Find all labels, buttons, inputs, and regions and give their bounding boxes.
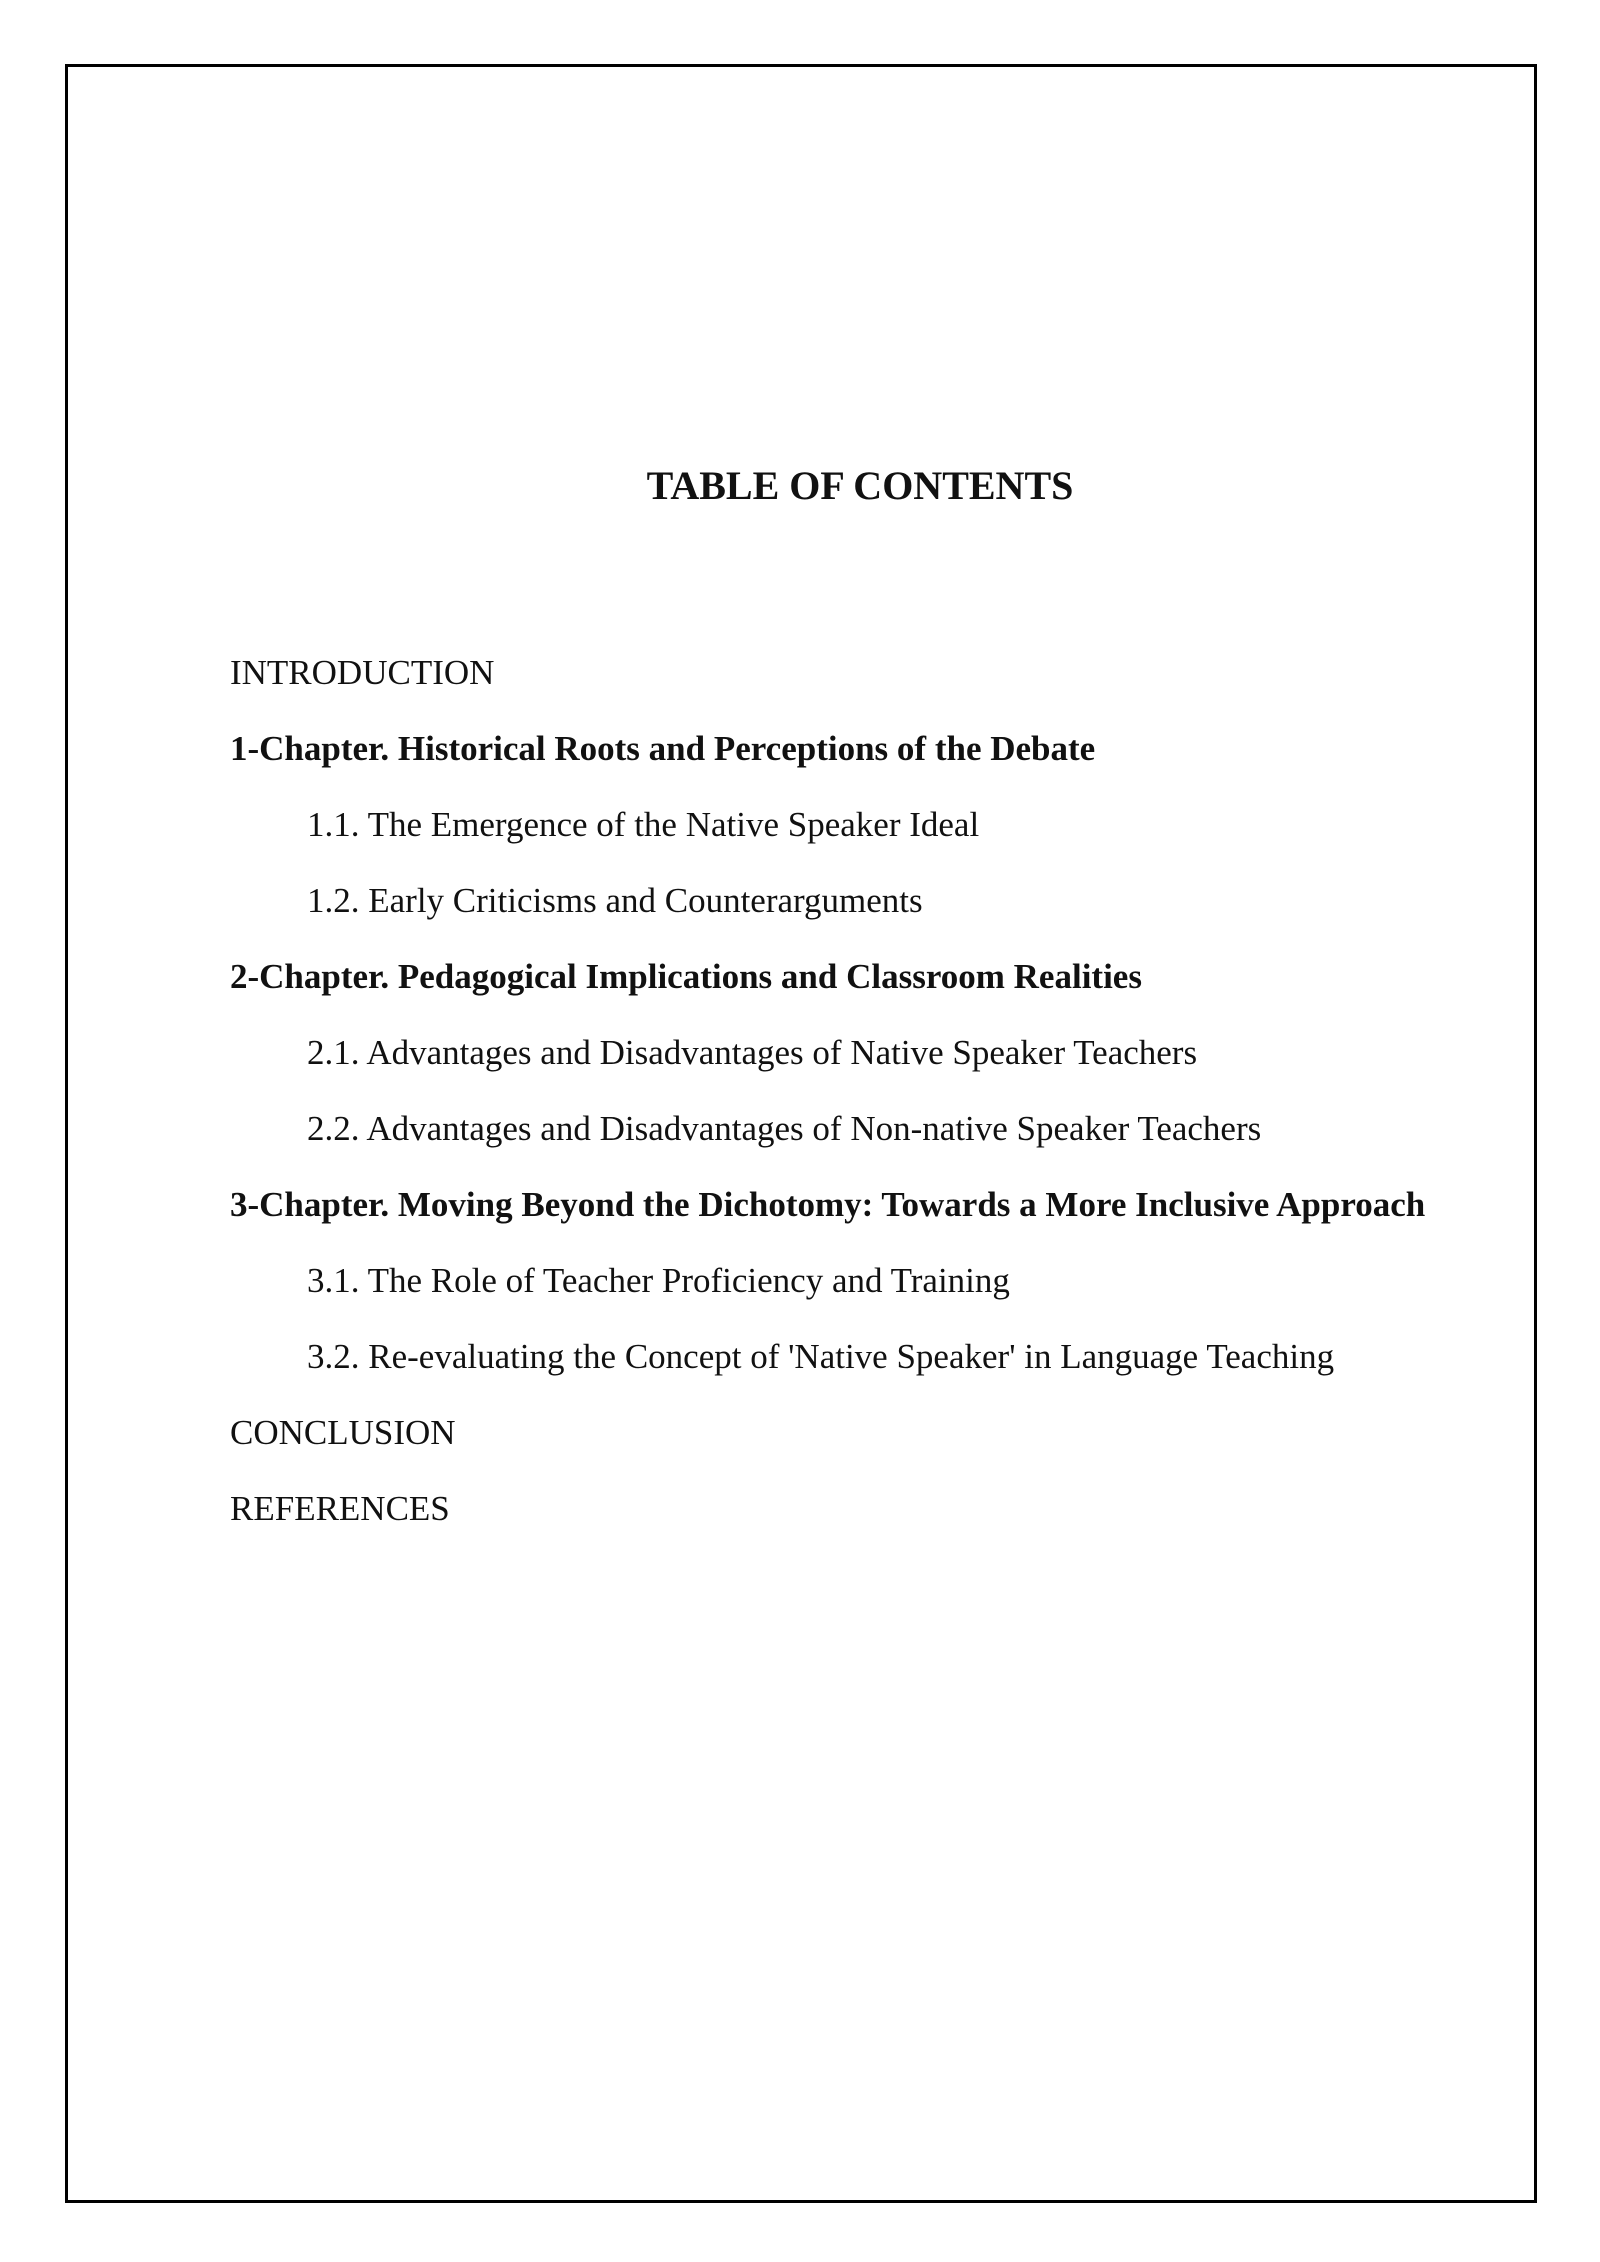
toc-list [230,640,1460,1552]
toc-entry-chapter-3: 3-Chapter. Moving Beyond the Dichotomy: Towards a More Inclusive Approach [230,1185,1426,1224]
page-title: TABLE OF CONTENTS [646,463,1074,508]
toc-entry-section-2-1: 2.1. Advantages and Disadvantages of Native Speaker Teachers [307,1033,1198,1072]
toc-entry-section-1-1: 1.1. The Emergence of the Native Speaker Ideal [307,805,980,844]
toc-entry-introduction: INTRODUCTION [230,653,495,692]
toc-entry-chapter-1: 1-Chapter. Historical Roots and Perceptions of the Debate [230,729,1096,768]
toc-entry-section-3-1: 3.1. The Role of Teacher Proficiency and Training [307,1261,1010,1300]
toc-entry-section-2-2: 2.2. Advantages and Disadvantages of Non-native Speaker Teachers [307,1109,1262,1148]
toc-entry-conclusion: CONCLUSION [230,1413,456,1452]
toc-entry-section-1-2: 1.2. Early Criticisms and Counterarguments [307,881,923,920]
toc-entry-section-3-2: 3.2. Re-evaluating the Concept of 'Native Speaker' in Language Teaching [307,1337,1335,1376]
toc-entry-references: REFERENCES [230,1489,450,1528]
toc-entry-chapter-2: 2-Chapter. Pedagogical Implications and Classroom Realities [230,957,1142,996]
